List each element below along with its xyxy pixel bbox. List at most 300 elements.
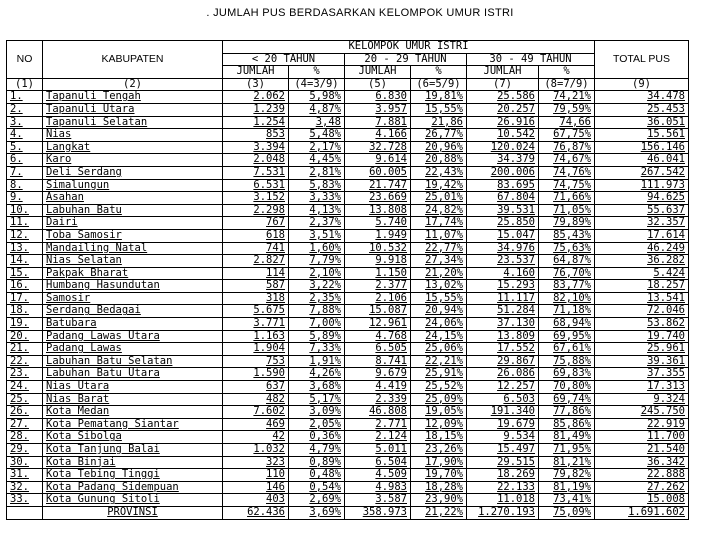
row-jumlah-20-29: 5.011 — [345, 444, 411, 457]
table-row — [7, 418, 689, 431]
row-no: 22. — [7, 355, 43, 368]
table-row — [7, 318, 689, 331]
row-kabupaten: Humbang Hasundutan — [43, 280, 223, 293]
row-pct-20-29: 23,26% — [411, 444, 467, 457]
row-pct-under20: 5,89% — [289, 330, 345, 343]
header-colnum: (6=5/9) — [411, 78, 467, 91]
row-jumlah-under20: 110 — [223, 469, 289, 482]
table-row — [7, 406, 689, 419]
row-jumlah-30-49: 39.531 — [467, 204, 539, 217]
row-kabupaten: Mandailing Natal — [43, 242, 223, 255]
header-pct: % — [411, 66, 467, 79]
row-pct-20-29: 23,90% — [411, 494, 467, 507]
row-kabupaten: Kota Binjai — [43, 456, 223, 469]
row-kabupaten: Kota Tebing Tinggi — [43, 469, 223, 482]
row-pct-under20: 7,00% — [289, 318, 345, 331]
row-pct-under20: 3,33% — [289, 192, 345, 205]
row-jumlah-20-29: 32.728 — [345, 141, 411, 154]
row-jumlah-under20: 3.394 — [223, 141, 289, 154]
row-jumlah-30-49: 23.537 — [467, 255, 539, 268]
row-total-pus: 11.700 — [595, 431, 689, 444]
row-pct-20-29: 20,96% — [411, 141, 467, 154]
row-pct-20-29: 21,86 — [411, 116, 467, 129]
row-pct-30-49: 71,95% — [539, 444, 595, 457]
row-kabupaten: Nias Barat — [43, 393, 223, 406]
pus-table — [6, 40, 689, 520]
row-total-pus: 36.051 — [595, 116, 689, 129]
row-total-pus: 19.740 — [595, 330, 689, 343]
row-no: 30. — [7, 456, 43, 469]
row-no: 17. — [7, 292, 43, 305]
table-row — [7, 255, 689, 268]
row-jumlah-30-49: 191.340 — [467, 406, 539, 419]
row-jumlah-30-49: 18.269 — [467, 469, 539, 482]
footer-p3: 75,09% — [539, 506, 595, 519]
row-no: 21. — [7, 343, 43, 356]
row-jumlah-30-49: 37.130 — [467, 318, 539, 331]
row-pct-20-29: 19,70% — [411, 469, 467, 482]
row-pct-30-49: 74,21% — [539, 91, 595, 104]
row-pct-30-49: 75,88% — [539, 355, 595, 368]
row-pct-30-49: 83,77% — [539, 280, 595, 293]
header-jumlah: JUMLAH — [467, 66, 539, 79]
row-jumlah-30-49: 20.257 — [467, 103, 539, 116]
row-kabupaten: Samosir — [43, 292, 223, 305]
header-kabupaten: KABUPATEN — [43, 41, 223, 79]
row-pct-20-29: 22,21% — [411, 355, 467, 368]
row-total-pus: 72.046 — [595, 305, 689, 318]
table-row — [7, 166, 689, 179]
header-total: TOTAL PUS — [595, 41, 689, 79]
row-jumlah-30-49: 67.804 — [467, 192, 539, 205]
header-group-under20: < 20 TAHUN — [223, 53, 345, 66]
table-row — [7, 267, 689, 280]
footer-p2: 21,22% — [411, 506, 467, 519]
row-jumlah-30-49: 200.006 — [467, 166, 539, 179]
row-total-pus: 32.357 — [595, 217, 689, 230]
row-no: 6. — [7, 154, 43, 167]
row-pct-30-49: 79,82% — [539, 469, 595, 482]
row-no: 10. — [7, 204, 43, 217]
row-kabupaten: Tapanuli Utara — [43, 103, 223, 116]
row-total-pus: 18.257 — [595, 280, 689, 293]
table-row — [7, 192, 689, 205]
row-jumlah-under20: 618 — [223, 229, 289, 242]
row-pct-under20: 4,87% — [289, 103, 345, 116]
row-pct-20-29: 24,15% — [411, 330, 467, 343]
row-pct-30-49: 73,41% — [539, 494, 595, 507]
header-colnum: (1) — [7, 78, 43, 91]
row-pct-under20: 3,48 — [289, 116, 345, 129]
row-no: 20. — [7, 330, 43, 343]
row-no: 16. — [7, 280, 43, 293]
row-pct-20-29: 24,06% — [411, 318, 467, 331]
table-row — [7, 91, 689, 104]
header-colnum: (8=7/9) — [539, 78, 595, 91]
table-body — [7, 91, 689, 507]
row-total-pus: 27.262 — [595, 481, 689, 494]
row-pct-under20: 5,83% — [289, 179, 345, 192]
row-total-pus: 111.973 — [595, 179, 689, 192]
row-no: 24. — [7, 381, 43, 394]
row-total-pus: 22.919 — [595, 418, 689, 431]
row-total-pus: 17.313 — [595, 381, 689, 394]
row-jumlah-under20: 482 — [223, 393, 289, 406]
row-kabupaten: Dairi — [43, 217, 223, 230]
row-jumlah-20-29: 9.614 — [345, 154, 411, 167]
row-pct-30-49: 79,59% — [539, 103, 595, 116]
row-pct-20-29: 26,77% — [411, 129, 467, 142]
row-jumlah-under20: 741 — [223, 242, 289, 255]
row-kabupaten: Labuhan Batu — [43, 204, 223, 217]
row-jumlah-20-29: 9.679 — [345, 368, 411, 381]
row-pct-30-49: 74,75% — [539, 179, 595, 192]
row-jumlah-under20: 42 — [223, 431, 289, 444]
row-kabupaten: Simalungun — [43, 179, 223, 192]
row-no: 23. — [7, 368, 43, 381]
row-no: 33. — [7, 494, 43, 507]
row-jumlah-under20: 1.239 — [223, 103, 289, 116]
row-pct-30-49: 82,10% — [539, 292, 595, 305]
row-pct-30-49: 74,67% — [539, 154, 595, 167]
row-pct-20-29: 20,88% — [411, 154, 467, 167]
row-pct-30-49: 69,95% — [539, 330, 595, 343]
row-pct-20-29: 27,34% — [411, 255, 467, 268]
row-kabupaten: Tapanuli Selatan — [43, 116, 223, 129]
row-pct-under20: 3,22% — [289, 280, 345, 293]
row-total-pus: 22.888 — [595, 469, 689, 482]
row-kabupaten: Padang Lawas Utara — [43, 330, 223, 343]
row-pct-20-29: 19,42% — [411, 179, 467, 192]
row-kabupaten: Batubara — [43, 318, 223, 331]
row-jumlah-30-49: 10.542 — [467, 129, 539, 142]
row-pct-20-29: 24,82% — [411, 204, 467, 217]
row-jumlah-under20: 1.254 — [223, 116, 289, 129]
row-no: 12. — [7, 229, 43, 242]
row-pct-30-49: 71,18% — [539, 305, 595, 318]
row-pct-under20: 0,36% — [289, 431, 345, 444]
row-jumlah-20-29: 3.587 — [345, 494, 411, 507]
row-pct-20-29: 25,52% — [411, 381, 467, 394]
row-jumlah-under20: 767 — [223, 217, 289, 230]
row-no: 5. — [7, 141, 43, 154]
row-jumlah-20-29: 4.768 — [345, 330, 411, 343]
row-no: 14. — [7, 255, 43, 268]
row-pct-30-49: 79,89% — [539, 217, 595, 230]
row-jumlah-under20: 7.531 — [223, 166, 289, 179]
row-jumlah-30-49: 26.086 — [467, 368, 539, 381]
footer-p1: 3,69% — [289, 506, 345, 519]
table-row — [7, 129, 689, 142]
table-row — [7, 141, 689, 154]
row-pct-under20: 5,48% — [289, 129, 345, 142]
row-kabupaten: Kota Medan — [43, 406, 223, 419]
header-kelompok: KELOMPOK UMUR ISTRI — [223, 41, 595, 54]
row-jumlah-20-29: 6.504 — [345, 456, 411, 469]
row-kabupaten: Tapanuli Tengah — [43, 91, 223, 104]
row-jumlah-under20: 2.062 — [223, 91, 289, 104]
row-no: 26. — [7, 406, 43, 419]
row-jumlah-under20: 1.163 — [223, 330, 289, 343]
row-no: 7. — [7, 166, 43, 179]
row-pct-under20: 4,45% — [289, 154, 345, 167]
row-pct-under20: 4,79% — [289, 444, 345, 457]
row-pct-30-49: 74,76% — [539, 166, 595, 179]
row-jumlah-30-49: 29.867 — [467, 355, 539, 368]
row-no: 28. — [7, 431, 43, 444]
row-pct-under20: 4,26% — [289, 368, 345, 381]
row-pct-20-29: 18,15% — [411, 431, 467, 444]
row-jumlah-30-49: 17.552 — [467, 343, 539, 356]
row-no: 27. — [7, 418, 43, 431]
row-total-pus: 25.453 — [595, 103, 689, 116]
row-jumlah-30-49: 26.916 — [467, 116, 539, 129]
header-group-30-49: 30 - 49 TAHUN — [467, 53, 595, 66]
row-pct-30-49: 81,21% — [539, 456, 595, 469]
row-pct-under20: 0,54% — [289, 481, 345, 494]
row-jumlah-30-49: 9.534 — [467, 431, 539, 444]
row-pct-under20: 7,33% — [289, 343, 345, 356]
row-jumlah-30-49: 29.515 — [467, 456, 539, 469]
row-pct-20-29: 25,91% — [411, 368, 467, 381]
row-kabupaten: Padang Lawas — [43, 343, 223, 356]
row-pct-under20: 3,09% — [289, 406, 345, 419]
header-pct: % — [539, 66, 595, 79]
table-row — [7, 343, 689, 356]
row-total-pus: 46.041 — [595, 154, 689, 167]
row-total-pus: 36.342 — [595, 456, 689, 469]
row-jumlah-20-29: 13.808 — [345, 204, 411, 217]
header-pct: % — [289, 66, 345, 79]
header-group-20-29: 20 - 29 TAHUN — [345, 53, 467, 66]
row-total-pus: 25.961 — [595, 343, 689, 356]
row-jumlah-under20: 2.048 — [223, 154, 289, 167]
row-pct-under20: 2,37% — [289, 217, 345, 230]
table-row-provinsi — [7, 506, 689, 519]
table-row — [7, 154, 689, 167]
row-jumlah-under20: 1.590 — [223, 368, 289, 381]
table-row — [7, 116, 689, 129]
row-no: 3. — [7, 116, 43, 129]
row-total-pus: 245.750 — [595, 406, 689, 419]
header-colnum: (9) — [595, 78, 689, 91]
row-pct-30-49: 75,63% — [539, 242, 595, 255]
table-row — [7, 292, 689, 305]
row-no: 2. — [7, 103, 43, 116]
table-row — [7, 393, 689, 406]
header-colnum: (7) — [467, 78, 539, 91]
row-no: 31. — [7, 469, 43, 482]
row-jumlah-30-49: 15.293 — [467, 280, 539, 293]
row-kabupaten: Nias — [43, 129, 223, 142]
row-pct-30-49: 71,66% — [539, 192, 595, 205]
row-pct-20-29: 22,43% — [411, 166, 467, 179]
row-jumlah-30-49: 4.160 — [467, 267, 539, 280]
table-row — [7, 217, 689, 230]
row-jumlah-30-49: 83.695 — [467, 179, 539, 192]
row-no: 15. — [7, 267, 43, 280]
row-jumlah-20-29: 2.339 — [345, 393, 411, 406]
row-jumlah-under20: 5.675 — [223, 305, 289, 318]
table-row — [7, 242, 689, 255]
row-jumlah-20-29: 2.106 — [345, 292, 411, 305]
row-pct-under20: 0,48% — [289, 469, 345, 482]
row-total-pus: 21.540 — [595, 444, 689, 457]
row-pct-under20: 2,81% — [289, 166, 345, 179]
row-jumlah-20-29: 1.949 — [345, 229, 411, 242]
row-kabupaten: Kota Sibolga — [43, 431, 223, 444]
header-jumlah: JUMLAH — [223, 66, 289, 79]
row-pct-30-49: 67,61% — [539, 343, 595, 356]
row-jumlah-30-49: 11.018 — [467, 494, 539, 507]
row-jumlah-20-29: 10.532 — [345, 242, 411, 255]
row-kabupaten: Kota Padang Sidempuan — [43, 481, 223, 494]
row-total-pus: 17.614 — [595, 229, 689, 242]
row-pct-under20: 5,17% — [289, 393, 345, 406]
row-pct-under20: 2,69% — [289, 494, 345, 507]
row-total-pus: 53.862 — [595, 318, 689, 331]
row-jumlah-20-29: 9.918 — [345, 255, 411, 268]
row-pct-under20: 2,10% — [289, 267, 345, 280]
row-jumlah-30-49: 25.850 — [467, 217, 539, 230]
footer-provinsi-label: PROVINSI — [43, 506, 223, 519]
row-jumlah-20-29: 4.983 — [345, 481, 411, 494]
row-total-pus: 34.478 — [595, 91, 689, 104]
row-jumlah-20-29: 4.509 — [345, 469, 411, 482]
row-pct-20-29: 25,01% — [411, 192, 467, 205]
row-kabupaten: Nias Utara — [43, 381, 223, 394]
table-row — [7, 355, 689, 368]
row-pct-under20: 2,05% — [289, 418, 345, 431]
row-jumlah-20-29: 4.419 — [345, 381, 411, 394]
row-jumlah-30-49: 15.497 — [467, 444, 539, 457]
row-jumlah-under20: 318 — [223, 292, 289, 305]
row-kabupaten: Kota Gunung Sitoli — [43, 494, 223, 507]
row-jumlah-30-49: 6.503 — [467, 393, 539, 406]
row-pct-30-49: 70,80% — [539, 381, 595, 394]
row-jumlah-20-29: 6.830 — [345, 91, 411, 104]
row-kabupaten: Pakpak Bharat — [43, 267, 223, 280]
table-row — [7, 179, 689, 192]
row-pct-20-29: 11,07% — [411, 229, 467, 242]
row-pct-30-49: 77,86% — [539, 406, 595, 419]
row-kabupaten: Kota Pematang Siantar — [43, 418, 223, 431]
row-pct-under20: 1,60% — [289, 242, 345, 255]
table-row — [7, 444, 689, 457]
row-jumlah-under20: 3.152 — [223, 192, 289, 205]
row-pct-30-49: 64,87% — [539, 255, 595, 268]
row-pct-30-49: 69,74% — [539, 393, 595, 406]
row-jumlah-20-29: 15.087 — [345, 305, 411, 318]
row-pct-20-29: 17,74% — [411, 217, 467, 230]
row-jumlah-20-29: 3.957 — [345, 103, 411, 116]
row-jumlah-30-49: 120.024 — [467, 141, 539, 154]
row-pct-under20: 7,79% — [289, 255, 345, 268]
footer-no-cell — [7, 506, 43, 519]
row-kabupaten: Labuhan Batu Selatan — [43, 355, 223, 368]
header-colnum: (3) — [223, 78, 289, 91]
row-jumlah-30-49: 11.117 — [467, 292, 539, 305]
row-kabupaten: Karo — [43, 154, 223, 167]
row-total-pus: 55.637 — [595, 204, 689, 217]
row-kabupaten: Nias Selatan — [43, 255, 223, 268]
row-jumlah-30-49: 15.047 — [467, 229, 539, 242]
row-pct-under20: 2,17% — [289, 141, 345, 154]
row-jumlah-20-29: 8.741 — [345, 355, 411, 368]
row-jumlah-under20: 853 — [223, 129, 289, 142]
row-no: 29. — [7, 444, 43, 457]
row-pct-under20: 5,98% — [289, 91, 345, 104]
row-pct-30-49: 76,70% — [539, 267, 595, 280]
row-jumlah-30-49: 34.976 — [467, 242, 539, 255]
row-pct-under20: 4,13% — [289, 204, 345, 217]
row-jumlah-under20: 3.771 — [223, 318, 289, 331]
row-pct-20-29: 13,02% — [411, 280, 467, 293]
row-kabupaten: Asahan — [43, 192, 223, 205]
row-jumlah-30-49: 22.133 — [467, 481, 539, 494]
table-row — [7, 305, 689, 318]
row-no: 11. — [7, 217, 43, 230]
row-jumlah-under20: 637 — [223, 381, 289, 394]
table-row — [7, 330, 689, 343]
row-pct-20-29: 21,20% — [411, 267, 467, 280]
row-pct-under20: 1,91% — [289, 355, 345, 368]
row-jumlah-under20: 1.904 — [223, 343, 289, 356]
row-jumlah-under20: 7.602 — [223, 406, 289, 419]
row-total-pus: 36.282 — [595, 255, 689, 268]
row-jumlah-under20: 587 — [223, 280, 289, 293]
row-total-pus: 15.008 — [595, 494, 689, 507]
row-jumlah-30-49: 51.284 — [467, 305, 539, 318]
row-kabupaten: Toba Samosir — [43, 229, 223, 242]
row-pct-20-29: 15,55% — [411, 292, 467, 305]
table-header — [7, 41, 689, 91]
table-row — [7, 368, 689, 381]
row-jumlah-20-29: 23.669 — [345, 192, 411, 205]
row-total-pus: 94.625 — [595, 192, 689, 205]
row-total-pus: 13.541 — [595, 292, 689, 305]
table-row — [7, 469, 689, 482]
row-kabupaten: Kota Tanjung Balai — [43, 444, 223, 457]
row-jumlah-20-29: 2.771 — [345, 418, 411, 431]
header-colnum: (4=3/9) — [289, 78, 345, 91]
row-jumlah-20-29: 21.747 — [345, 179, 411, 192]
row-jumlah-20-29: 2.124 — [345, 431, 411, 444]
row-total-pus: 37.355 — [595, 368, 689, 381]
table-row — [7, 229, 689, 242]
row-jumlah-30-49: 13.809 — [467, 330, 539, 343]
table-footer — [7, 506, 689, 519]
row-jumlah-30-49: 34.379 — [467, 154, 539, 167]
table-row — [7, 481, 689, 494]
row-pct-30-49: 71,05% — [539, 204, 595, 217]
row-pct-under20: 7,88% — [289, 305, 345, 318]
row-jumlah-under20: 1.032 — [223, 444, 289, 457]
row-jumlah-20-29: 4.166 — [345, 129, 411, 142]
row-pct-30-49: 81,49% — [539, 431, 595, 444]
row-no: 18. — [7, 305, 43, 318]
row-pct-under20: 0,89% — [289, 456, 345, 469]
row-kabupaten: Deli Serdang — [43, 166, 223, 179]
row-jumlah-20-29: 46.808 — [345, 406, 411, 419]
table-row — [7, 103, 689, 116]
row-pct-20-29: 25,09% — [411, 393, 467, 406]
table-row — [7, 280, 689, 293]
row-jumlah-30-49: 25.586 — [467, 91, 539, 104]
row-jumlah-20-29: 60.005 — [345, 166, 411, 179]
row-jumlah-under20: 403 — [223, 494, 289, 507]
row-pct-20-29: 22,77% — [411, 242, 467, 255]
